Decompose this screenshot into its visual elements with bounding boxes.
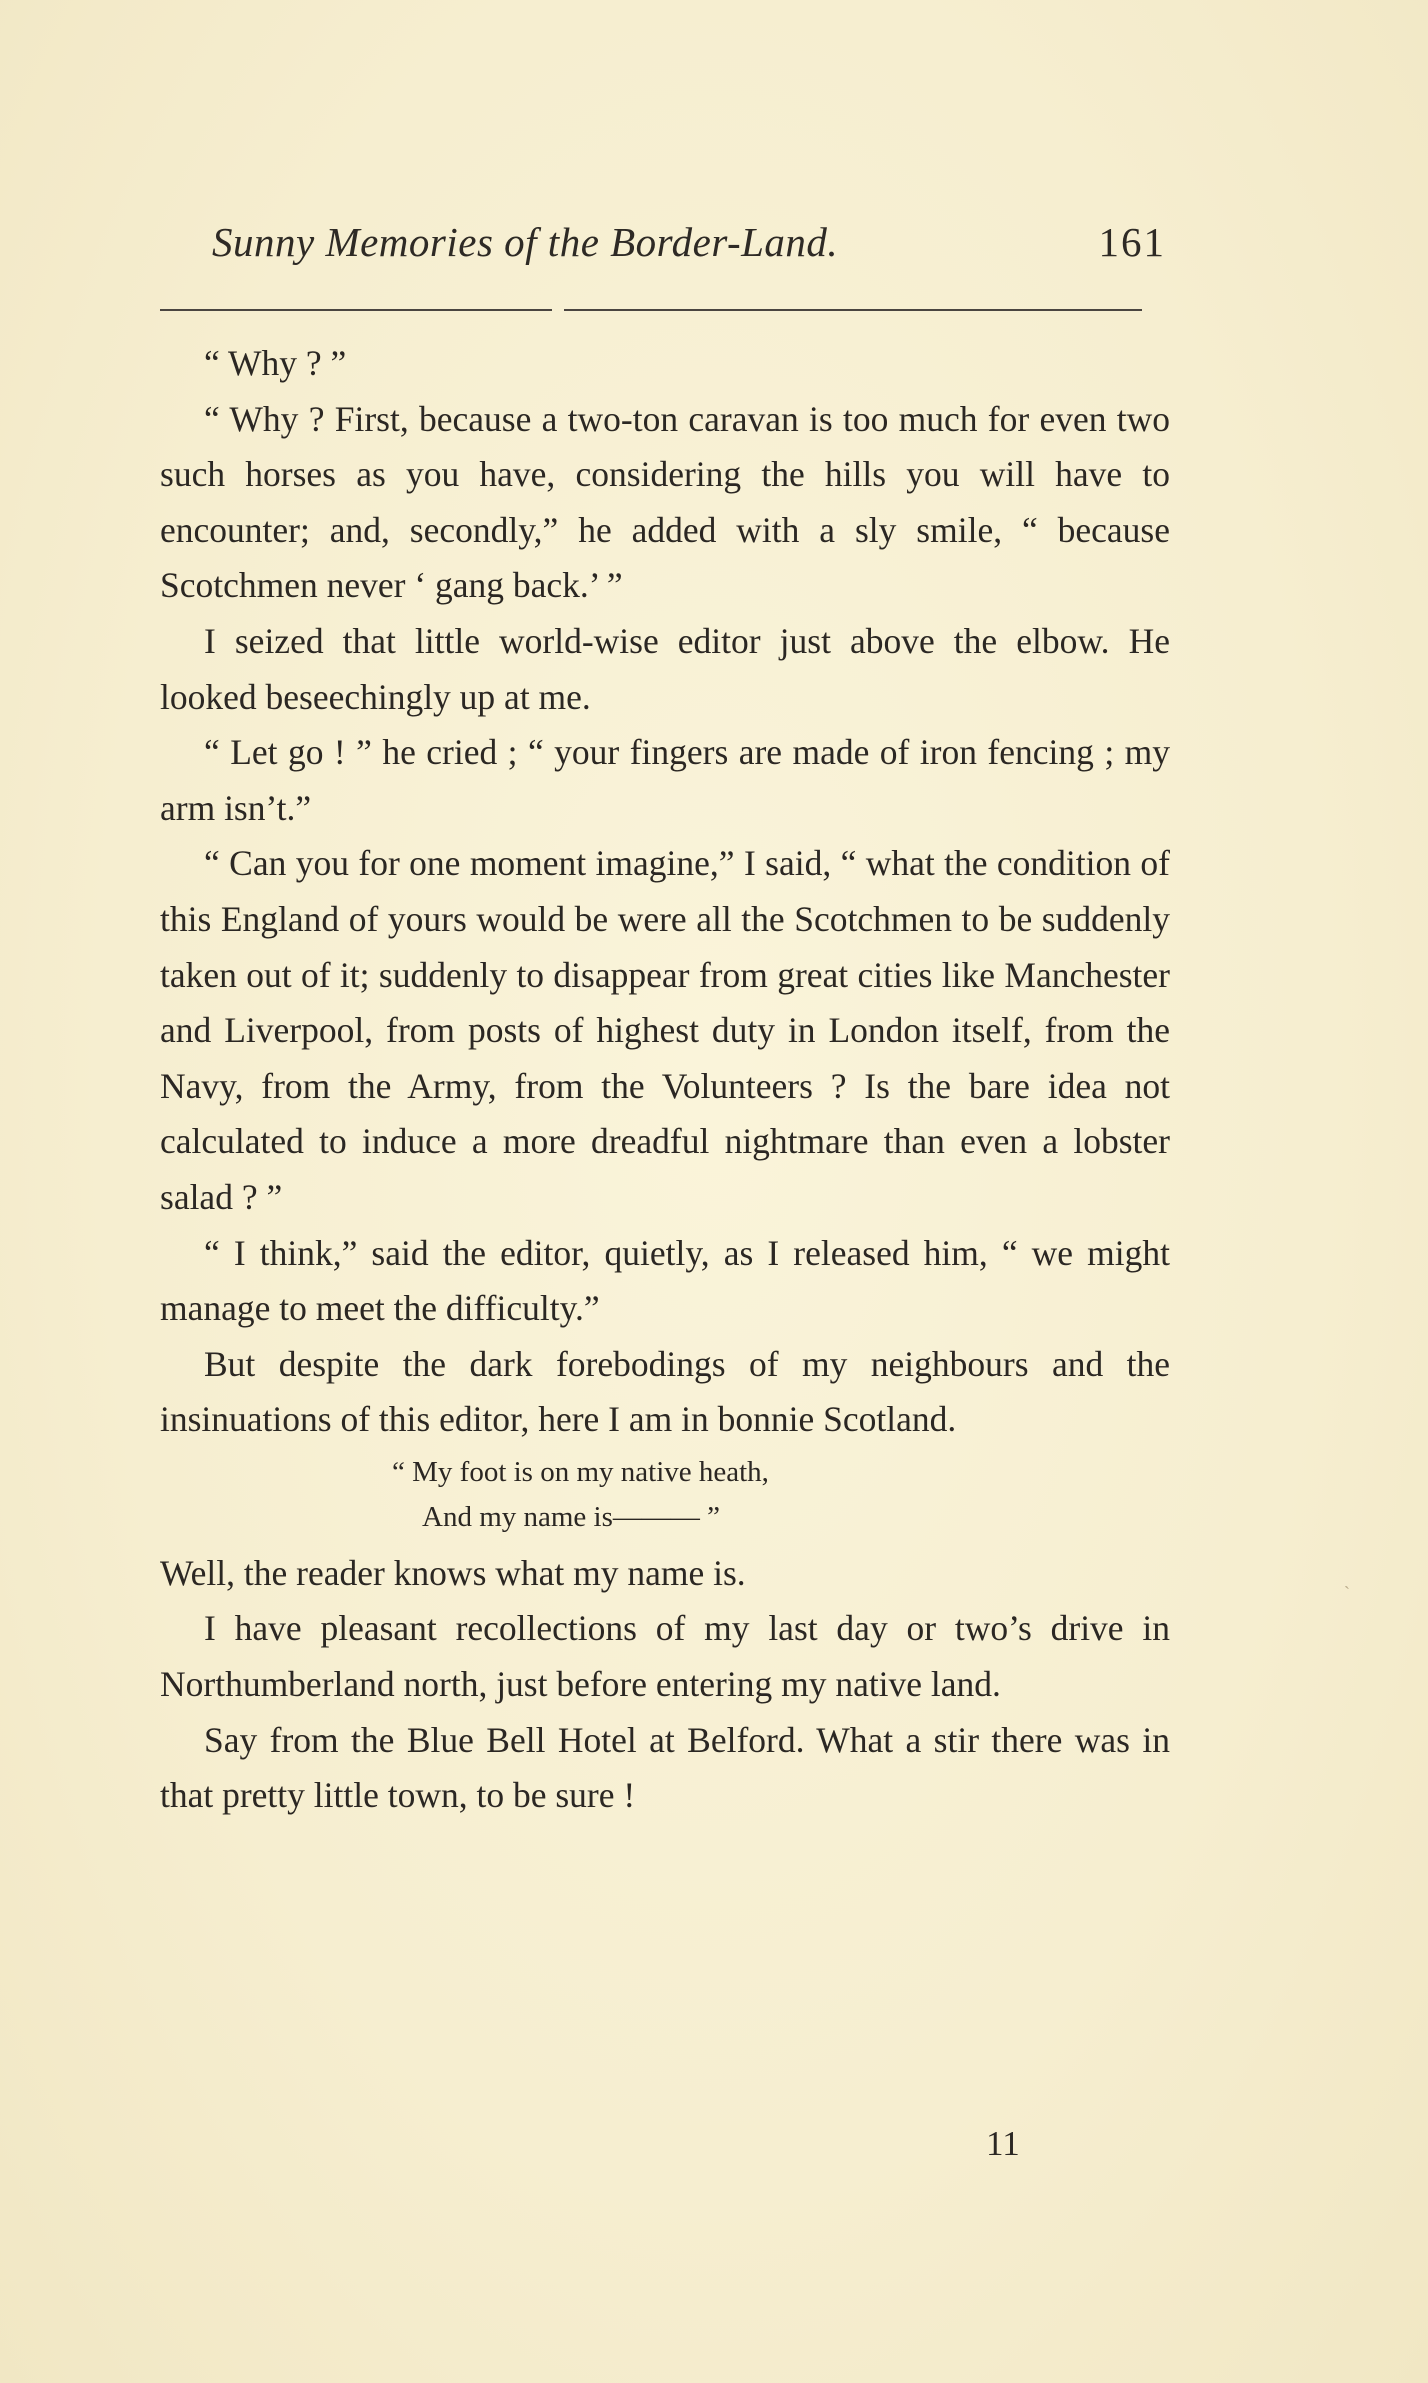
verse-quote (160, 1450, 1170, 1540)
paragraph: But despite the dark forebodings of my neighbours and the insinuations of this editor, here I am in bonnie Scotland. (160, 1343, 1170, 1440)
running-title: Sunny Memories of the Border-Land. (212, 219, 839, 265)
paragraph: I seized that little world-wise editor just above the elbow. He looked beseechingly up at me. (160, 620, 1170, 717)
running-header (212, 218, 1166, 278)
paragraph: Say from the Blue Bell Hotel at Belford. What a stir there was in that pretty little town, to be sure ! (160, 1719, 1170, 1816)
header-rule-right (564, 309, 1142, 311)
paper-speck: ` (1344, 1583, 1350, 1603)
paragraph: I have pleasant recollections of my last day or two’s drive in Northumberland north, just before entering my native land. (160, 1608, 1170, 1705)
paragraph: Well, the reader knows what my name is. (160, 1552, 746, 1593)
body-text (160, 336, 1170, 1824)
paragraph: “ Let go ! ” he cried ; “ your fingers are made of iron fencing ; my arm isn’t.” (160, 732, 1170, 828)
verse-line: And my name is——— ” (422, 1500, 721, 1533)
verse-line: “ My foot is on my native heath, (392, 1455, 769, 1488)
paragraph: “ Why ? First, because a two-ton caravan is too much for even two such horses as you have, considering the hills you will have to encounter; and, secondly,” he added with a sly smile, “ because Scotchmen never ‘ gang back.’ ” (160, 398, 1170, 606)
paragraph: “ I think,” said the editor, quietly, as I released him, “ we might manage to meet the difficulty.” (160, 1232, 1170, 1329)
page-number: 161 (1098, 219, 1166, 265)
header-rule-left (160, 309, 552, 311)
signature-mark: 11 (986, 2124, 1020, 2163)
paragraph: “ Why ? ” (204, 343, 347, 383)
paragraph: “ Can you for one moment imagine,” I said, “ what the condition of this England of yours would be were all the Scotchmen to be suddenly taken out of it; suddenly to disappear from great cities like Manchester and Liverpool, from posts of highest duty in London itself, from the Navy, from the Army, from the Volunteers ? Is the bare idea not calculated to induce a more dreadful nightmare than even a lobster salad ? ” (160, 843, 1170, 1217)
